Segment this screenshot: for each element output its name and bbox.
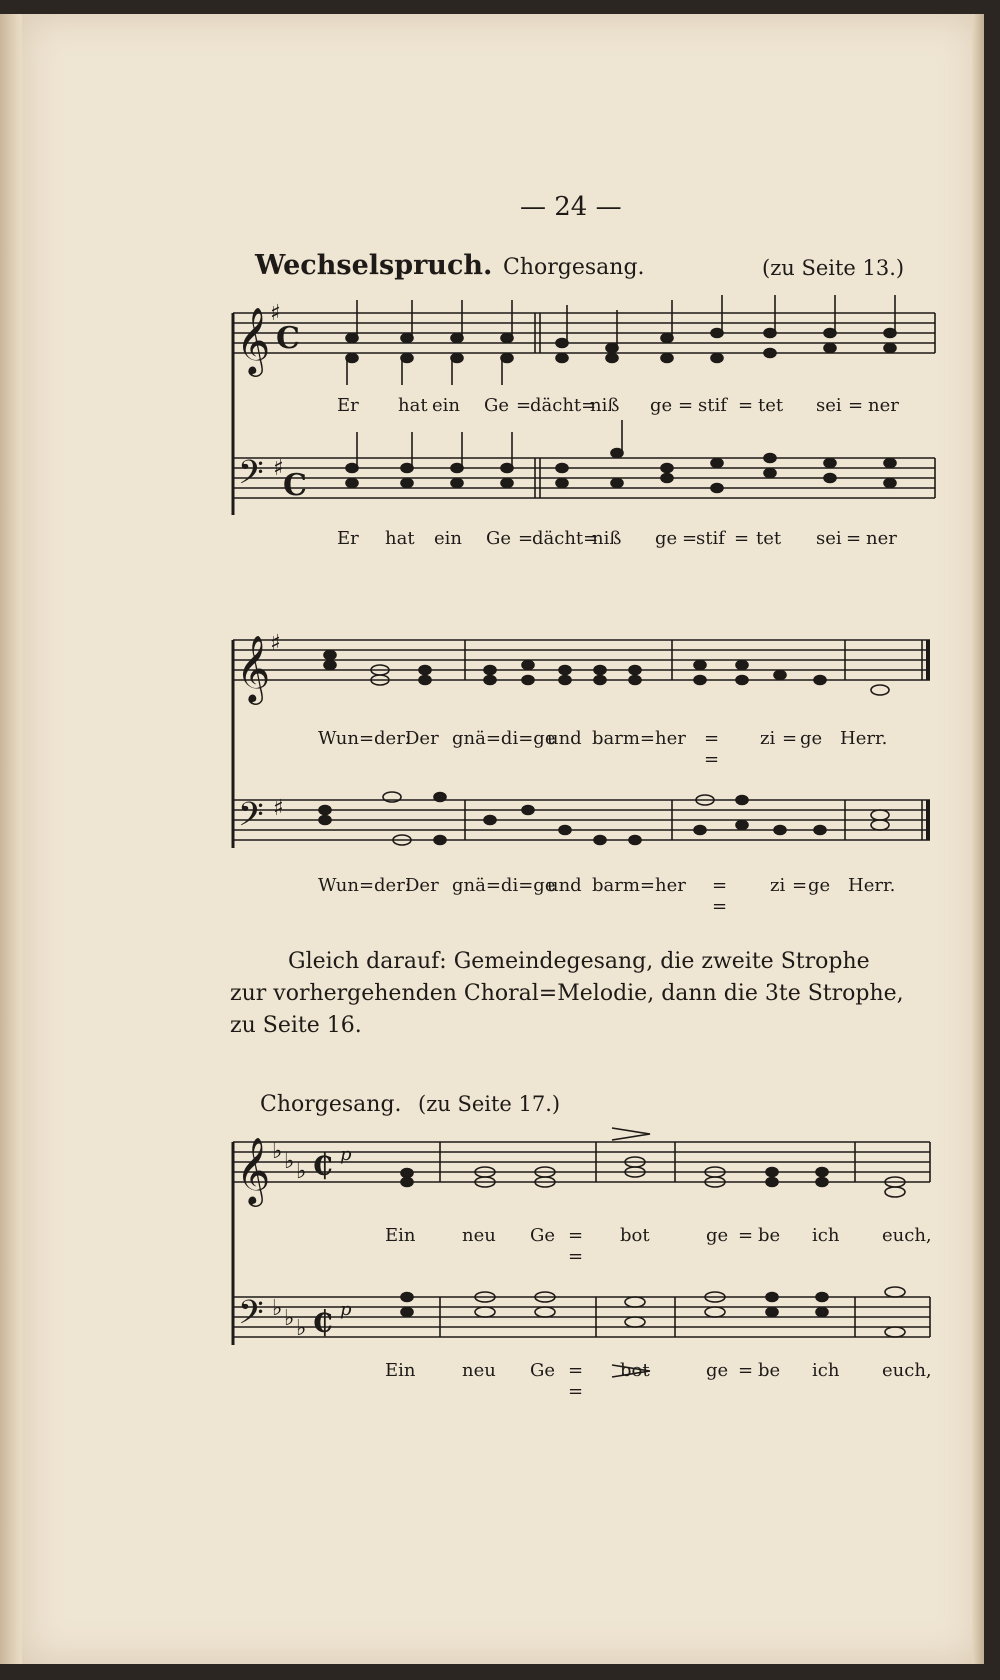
staff-2-bass (233, 800, 930, 840)
section-reference: (zu Seite 13.) (762, 256, 905, 280)
lyric-syllable: = = (704, 728, 720, 770)
lyric-syllable: Ge (486, 528, 512, 549)
staff-2-treble (233, 640, 930, 680)
lyric-syllable: = (518, 528, 534, 549)
paragraph-line: zur vorhergehenden Choral=Melodie, dann die 3te Strophe, (230, 981, 904, 1006)
lyric-syllable: Herr. (848, 875, 896, 896)
lyric-syllable: stif (696, 528, 725, 549)
lyric-syllable: ge (655, 528, 678, 549)
sharp-icon: ♯ (270, 301, 281, 326)
lyric-syllable: ge (706, 1360, 729, 1381)
lyric-syllable: ein (434, 528, 463, 549)
lyric-syllable: sei (816, 528, 842, 549)
svg-text:♭: ♭ (296, 1316, 307, 1341)
lyric-syllable: Ge (530, 1225, 556, 1246)
lyric-syllable: Der (405, 728, 439, 749)
section2-title: Chorgesang. (260, 1092, 402, 1117)
svg-text:𝄢: 𝄢 (238, 796, 264, 842)
lyric-syllable: ner (866, 528, 897, 549)
treble-clef-icon: 𝄞 (236, 306, 271, 374)
lyric-syllable: ich (812, 1360, 840, 1381)
lyric-syllable: neu (462, 1360, 496, 1381)
lyric-syllable: be (758, 1360, 781, 1381)
svg-text:♭: ♭ (272, 1139, 283, 1164)
lyric-syllable: Herr. (840, 728, 888, 749)
lyric-syllable: = (846, 528, 862, 549)
lyric-syllable: Ge (530, 1360, 556, 1381)
section2-reference: (zu Seite 17.) (418, 1092, 561, 1116)
lyric-syllable: ge (800, 728, 823, 749)
lyric-syllable: Er (337, 528, 359, 549)
lyric-syllable: zi (760, 728, 776, 749)
lyric-syllable: bot (620, 1360, 650, 1381)
svg-text:♭: ♭ (284, 1306, 295, 1331)
lyric-syllable: = (738, 395, 754, 416)
common-time-icon: C (276, 321, 300, 356)
lyric-syllable: barm=her (592, 875, 686, 896)
lyric-syllable: gnä=di=ge (452, 875, 556, 896)
svg-text:♭: ♭ (296, 1159, 307, 1184)
lyric-syllable: = (738, 1360, 754, 1381)
paragraph-line: zu Seite 16. (230, 1013, 362, 1038)
lyric-syllable: niß (592, 528, 622, 549)
lyric-syllable: Wun=der: (318, 875, 411, 896)
lyric-syllable: stif (698, 395, 727, 416)
lyric-syllable: dächt= (530, 395, 597, 416)
lyric-syllable: ge (706, 1225, 729, 1246)
section-title-wechselspruch: Wechselspruch. (255, 250, 493, 281)
section-subtitle-chorgesang: Chorgesang. (503, 255, 645, 280)
lyric-syllable: sei (816, 395, 842, 416)
lyric-syllable: euch, (882, 1360, 932, 1381)
lyric-syllable: ge (650, 395, 673, 416)
lyric-syllable: = (682, 528, 698, 549)
note-heads (319, 295, 905, 1337)
svg-text:𝄞: 𝄞 (236, 1136, 271, 1204)
svg-text:𝄢: 𝄢 (238, 1294, 264, 1340)
lyric-syllable: = (848, 395, 864, 416)
lyric-syllable: = (782, 728, 798, 749)
svg-text:p: p (340, 1299, 352, 1320)
lyric-syllable: = = (712, 875, 728, 917)
svg-text:C: C (283, 468, 307, 503)
lyric-syllable: und (547, 728, 582, 749)
lyric-syllable: ein (432, 395, 461, 416)
instruction-paragraph (230, 946, 930, 1042)
lyric-syllable: = = (568, 1225, 584, 1267)
lyric-syllable: zi (770, 875, 786, 896)
lyric-syllable: = (734, 528, 750, 549)
svg-text:♭: ♭ (284, 1149, 295, 1174)
lyric-syllable: dächt= (532, 528, 599, 549)
lyric-syllable: niß (590, 395, 620, 416)
lyric-syllable: = (738, 1225, 754, 1246)
lyric-syllable: barm=her (592, 728, 686, 749)
lyric-syllable: = (516, 395, 532, 416)
dynamic-mark: p (340, 1144, 352, 1165)
lyric-syllable: ich (812, 1225, 840, 1246)
lyric-syllable: bot (620, 1225, 650, 1246)
lyric-syllable: = = (568, 1360, 584, 1402)
lyric-syllable: hat (385, 528, 415, 549)
lyric-syllable: euch, (882, 1225, 932, 1246)
page-number: — 24 — (520, 192, 622, 222)
lyric-syllable: = (678, 395, 694, 416)
lyric-syllable: und (547, 875, 582, 896)
lyric-syllable: ge (808, 875, 831, 896)
lyric-syllable: Er (337, 395, 359, 416)
lyric-syllable: Wun=der: (318, 728, 411, 749)
paragraph-line: Gleich darauf: Gemeindegesang, die zweite Strophe (288, 949, 870, 974)
lyric-syllable: hat (398, 395, 428, 416)
lyric-syllable: Der (405, 875, 439, 896)
lyric-syllable: tet (756, 528, 782, 549)
svg-text:₵: ₵ (312, 1148, 333, 1183)
lyric-syllable: gnä=di=ge (452, 728, 556, 749)
svg-text:𝄞: 𝄞 (236, 634, 271, 702)
svg-text:♯: ♯ (273, 456, 284, 481)
svg-text:♯: ♯ (273, 796, 284, 821)
svg-text:♯: ♯ (270, 631, 281, 656)
bass-clef-icon: 𝄢 (238, 454, 264, 500)
svg-text:♭: ♭ (272, 1296, 283, 1321)
lyric-syllable: ner (868, 395, 899, 416)
lyric-syllable: be (758, 1225, 781, 1246)
lyric-syllable: Ein (385, 1225, 416, 1246)
lyric-syllable: neu (462, 1225, 496, 1246)
svg-text:₵: ₵ (312, 1305, 333, 1340)
staff-3-bass (233, 1297, 930, 1337)
lyric-syllable: Ein (385, 1360, 416, 1381)
lyric-syllable: tet (758, 395, 784, 416)
lyric-syllable: = (792, 875, 808, 896)
lyric-syllable: Ge (484, 395, 510, 416)
